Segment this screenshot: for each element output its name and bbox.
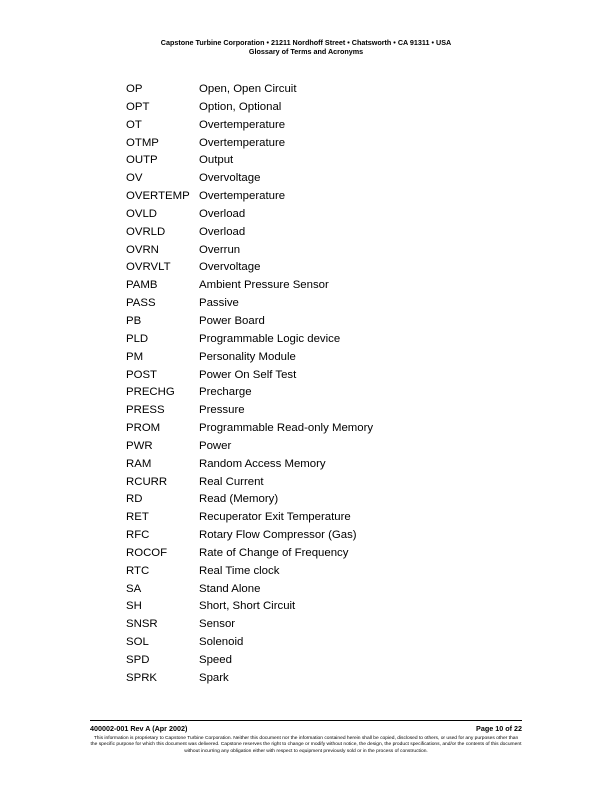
glossary-definition: Speed: [199, 654, 232, 666]
glossary-acronym: OVRVLT: [126, 261, 171, 274]
glossary-definition: Power: [199, 439, 232, 452]
glossary-entry: [126, 474, 373, 492]
glossary-entry: [126, 598, 373, 616]
glossary-definition: Rotary Flow Compressor (Gas): [199, 529, 357, 542]
glossary-entry: [126, 117, 373, 135]
glossary-acronym: OUTP: [126, 154, 158, 167]
glossary-definition: Overload: [199, 207, 246, 220]
glossary-definition: Option, Optional: [199, 100, 282, 113]
glossary-entry: [126, 135, 373, 153]
glossary-entry: [126, 349, 373, 367]
glossary-acronym: SPRK: [126, 671, 158, 684]
glossary-entry: [126, 384, 373, 402]
glossary-acronym: OVERTEMP: [126, 190, 190, 203]
glossary-acronym: SOL: [126, 636, 149, 649]
glossary-entry: [126, 670, 373, 688]
glossary-entry: [126, 206, 373, 224]
glossary-definition: Ambient Pressure Sensor: [199, 279, 329, 292]
glossary-definition: Programmable Logic device: [199, 332, 341, 345]
glossary-entry: [126, 491, 373, 509]
glossary-definition: Personality Module: [199, 350, 296, 363]
glossary-entry: [126, 170, 373, 188]
glossary-entry: [126, 402, 373, 420]
glossary-acronym: OVRN: [126, 243, 159, 256]
glossary-definition: Overtemperature: [199, 118, 286, 131]
glossary-definition: Overrun: [199, 243, 241, 256]
glossary-acronym: OVRLD: [126, 225, 166, 238]
glossary-acronym: RET: [126, 511, 149, 524]
glossary-entry: [126, 563, 373, 581]
glossary-entry: [126, 456, 373, 474]
glossary-acronym: PASS: [126, 297, 156, 310]
glossary-acronym: PB: [126, 314, 142, 327]
glossary-definition: Spark: [199, 671, 229, 684]
glossary-acronym: SNSR: [126, 618, 158, 631]
glossary-acronym: OP: [126, 83, 143, 95]
glossary-entry: [126, 652, 373, 670]
glossary-definition: Pressure: [199, 404, 245, 417]
glossary-definition: Programmable Read-only Memory: [199, 422, 374, 435]
glossary-definition: Stand Alone: [199, 582, 261, 595]
glossary-acronym: OV: [126, 172, 143, 185]
glossary-entry: [126, 242, 373, 260]
glossary-entry: [126, 438, 373, 456]
glossary-acronym: PROM: [126, 422, 161, 435]
glossary-acronym: PWR: [126, 439, 153, 452]
glossary-acronym: ROCOF: [126, 546, 168, 559]
glossary-entry: [126, 224, 373, 242]
glossary-definition: Sensor: [199, 618, 236, 631]
document-id: 400002-001 Rev A (Apr 2002): [90, 724, 188, 733]
page-number: Page 10 of 22: [476, 724, 522, 733]
glossary-entry: [126, 581, 373, 599]
glossary-definition: Real Time clock: [199, 564, 280, 577]
glossary-acronym: SA: [126, 582, 142, 595]
glossary-list: [126, 81, 373, 688]
glossary-acronym: RFC: [126, 529, 150, 542]
glossary-definition: Passive: [199, 297, 239, 310]
glossary-definition: Random Access Memory: [199, 457, 326, 470]
glossary-definition: Overtemperature: [199, 136, 286, 149]
glossary-acronym: OPT: [126, 100, 150, 113]
glossary-definition: Overtemperature: [199, 190, 286, 203]
legal-notice: This information is proprietary to Capstone Turbine Corporation. Neither this document nor the information contained herein shall be copied, disclosed to others, or used for any purposes other than the specific purpose for which this document was delivered. Capstone reserves the right to change or modify without notice, the design, the product specifications, and/or the contents of this document without incurring any obligation either with respect to equipment previously sold or in the process of construction.: [90, 736, 522, 754]
glossary-acronym: SPD: [126, 654, 150, 666]
glossary-entry: [126, 313, 373, 331]
glossary-definition: Overvoltage: [199, 172, 261, 185]
glossary-acronym: RTC: [126, 564, 150, 577]
glossary-entry: [126, 367, 373, 385]
glossary-acronym: PAMB: [126, 279, 158, 292]
glossary-acronym: OTMP: [126, 136, 159, 149]
glossary-definition: Open, Open Circuit: [199, 83, 297, 95]
page-header: [0, 38, 612, 56]
glossary-entry: [126, 295, 373, 313]
glossary-entry: [126, 277, 373, 295]
glossary-acronym: RCURR: [126, 475, 168, 488]
glossary-acronym: RD: [126, 493, 143, 506]
glossary-entry: [126, 420, 373, 438]
glossary-definition: Short, Short Circuit: [199, 600, 296, 613]
glossary-definition: Read (Memory): [199, 493, 279, 506]
glossary-definition: Overload: [199, 225, 246, 238]
glossary-entry: [126, 152, 373, 170]
footer-divider: [90, 720, 522, 721]
glossary-acronym: PM: [126, 350, 144, 363]
glossary-entry: [126, 509, 373, 527]
glossary-entry: [126, 331, 373, 349]
glossary-entry: [126, 634, 373, 652]
glossary-definition: Power On Self Test: [199, 368, 297, 381]
glossary-acronym: SH: [126, 600, 142, 613]
glossary-entry: [126, 99, 373, 117]
glossary-entry: [126, 616, 373, 634]
glossary-acronym: PRESS: [126, 404, 165, 417]
glossary-acronym: PLD: [126, 332, 149, 345]
company-address-line: Capstone Turbine Corporation • 21211 Nordhoff Street • Chatsworth • CA 91311 • USA: [160, 38, 452, 47]
glossary-definition: Precharge: [199, 386, 252, 399]
glossary-definition: Solenoid: [199, 636, 244, 649]
glossary-entry: [126, 81, 373, 99]
glossary-definition: Output: [199, 154, 234, 167]
glossary-acronym: OT: [126, 118, 142, 131]
glossary-entry: [126, 527, 373, 545]
glossary-acronym: OVLD: [126, 207, 158, 220]
glossary-acronym: POST: [126, 368, 158, 381]
glossary-definition: Rate of Change of Frequency: [199, 546, 349, 559]
glossary-entry: [126, 259, 373, 277]
glossary-definition: Real Current: [199, 475, 264, 488]
glossary-definition: Power Board: [199, 314, 265, 327]
section-title: Glossary of Terms and Acronyms: [248, 47, 364, 56]
glossary-entry: [126, 188, 373, 206]
glossary-acronym: PRECHG: [126, 386, 175, 399]
glossary-entry: [126, 545, 373, 563]
glossary-definition: Recuperator Exit Temperature: [199, 511, 351, 524]
glossary-acronym: RAM: [126, 457, 152, 470]
glossary-definition: Overvoltage: [199, 261, 261, 274]
